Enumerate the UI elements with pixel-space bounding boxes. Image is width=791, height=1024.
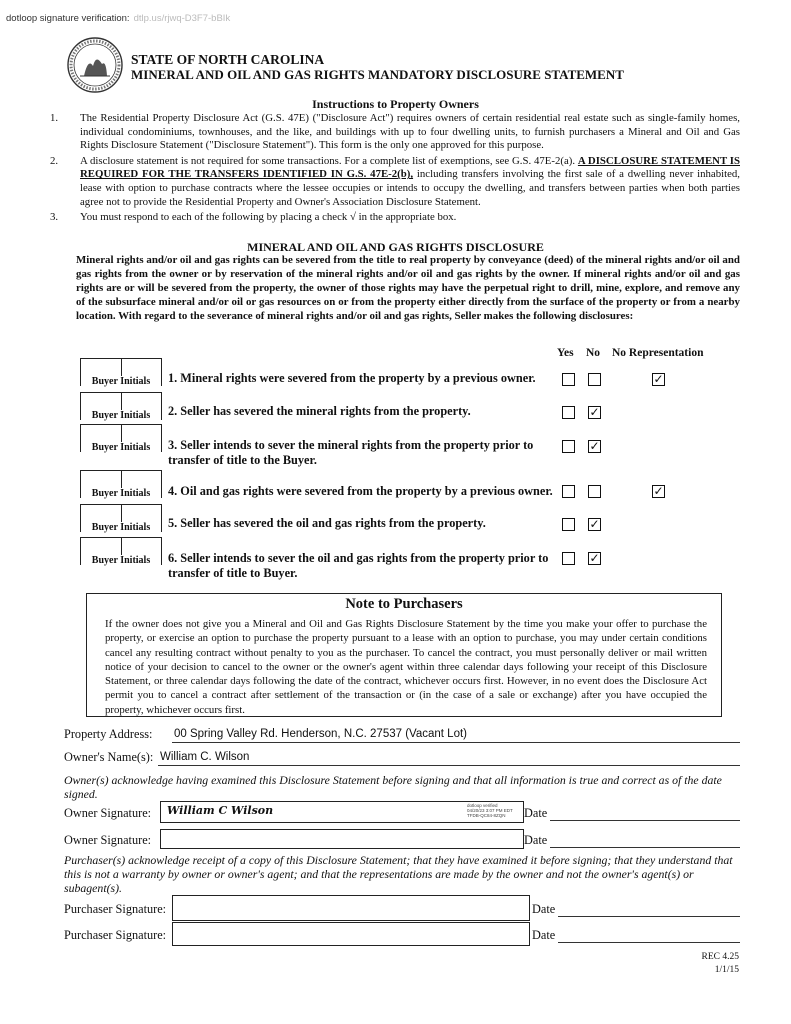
disclosure-row	[80, 424, 750, 467]
instruction-text-a: A disclosure statement is not required for some transactions. For a complete list of exemptions, see G.S. 47E-2(a).	[80, 154, 576, 167]
stamp-line: 04/20/23 3:07 PM EDT	[467, 808, 513, 813]
owner-signature-1: William C Wilson	[167, 804, 274, 817]
checkbox-no-representation[interactable]: ✓	[653, 372, 664, 386]
question-text: 2. Seller has severed the mineral rights from the property.	[168, 404, 471, 418]
question-text: 3. Seller intends to sever the mineral rights from the property prior to transfer of title to the Buyer.	[168, 438, 534, 467]
instruction-text-b: including transfers involving the first sale of a dwelling never inhabited, lease with option to purchase contracts where the lessee occupies or intends to occupy the dwelling, and transfers between parties when both parties agree not to provide the Residential Property and Owner's Association Disclosure Statement.	[80, 168, 740, 208]
purchaser-date-label-1: Date	[532, 902, 556, 916]
checkbox-yes[interactable]	[562, 406, 575, 419]
owner-names-value[interactable]: William C. Wilson	[160, 751, 250, 763]
buyer-initials-label: Buyer Initials	[81, 522, 161, 533]
disclosure-row	[80, 504, 750, 534]
buyer-initials-label: Buyer Initials	[81, 410, 161, 421]
owner-signature-label: Owner Signature:	[64, 833, 152, 847]
checkbox-no[interactable]	[588, 485, 601, 498]
instruction-text: The Residential Property Disclosure Act (G.S. 47E) ("Disclosure Act") requires owners of certain residential real estate such as single-family homes, individual condominiums, townhouses, and the like, and buildings with up to four dwelling units, to furnish purchasers a Mineral and Oil and Gas Rights Disclosure Statement ("Disclosure Statement"). This form is the only one approved for this purpose.	[80, 112, 740, 152]
owner-date-line-1[interactable]	[550, 820, 740, 821]
checkbox-yes[interactable]	[562, 373, 575, 386]
col-no: No	[586, 347, 601, 359]
purchaser-date-line-1[interactable]	[558, 916, 740, 917]
checkbox-yes[interactable]	[562, 440, 575, 453]
buyer-initials-label: Buyer Initials	[81, 442, 161, 453]
question-text: 4. Oil and gas rights were severed from the property by a previous owner.	[168, 484, 553, 498]
owner-signature-label: Owner Signature:	[64, 806, 152, 820]
stamp-line: dotloop verified	[467, 803, 498, 808]
property-address-value[interactable]: 00 Spring Valley Rd. Henderson, N.C. 27537 (Vacant Lot)	[174, 728, 467, 740]
instructions-list	[50, 112, 740, 227]
purchaser-signature-field-1[interactable]	[172, 895, 530, 921]
instruction-number: 3.	[50, 211, 59, 224]
purchaser-date-line-2[interactable]	[558, 942, 740, 943]
owner-date-line-2[interactable]	[550, 847, 740, 848]
col-yes: Yes	[557, 347, 574, 359]
mineral-title: MINERAL AND OIL AND GAS RIGHTS DISCLOSURE	[247, 240, 544, 254]
purchaser-acknowledgment: Purchaser(s) acknowledge receipt of a copy of this Disclosure Statement; that they have examined it before signing; that they understand that this is not a warranty by owner or owner's agent; and that the representations are made by the owner and not the owner's agent(s) or subagent(s).	[64, 853, 733, 895]
checkbox-no-representation[interactable]: ✓	[653, 484, 664, 498]
question-text: 6. Seller intends to sever the oil and gas rights from the property prior to transfer of title to Buyer.	[168, 551, 549, 580]
property-address-line	[172, 742, 740, 743]
buyer-initials-box[interactable]	[80, 504, 162, 532]
instruction-text	[80, 155, 740, 209]
buyer-initials-label: Buyer Initials	[81, 376, 161, 387]
checkbox-no[interactable]: ✓	[589, 405, 600, 419]
instruction-text-bold: A DISCLOSURE STATEMENT IS REQUIRED FOR THE TRANSFERS IDENTIFIED IN G.S. 47E-2(b),	[80, 154, 740, 181]
property-address-label: Property Address:	[64, 727, 153, 741]
instructions-title: Instructions to Property Owners	[312, 97, 479, 111]
checkbox-no[interactable]	[588, 373, 601, 386]
instruction-item-3	[50, 211, 740, 225]
instruction-text: You must respond to each of the following by placing a check √ in the appropriate box.	[80, 211, 457, 224]
purchaser-date-label-2: Date	[532, 928, 556, 942]
checkbox-no[interactable]: ✓	[589, 439, 600, 453]
purchaser-signature-label: Purchaser Signature:	[64, 902, 167, 916]
instruction-item-2	[50, 155, 740, 209]
disclosure-row	[80, 537, 750, 580]
note-body: If the owner does not give you a Mineral and Oil and Gas Rights Disclosure Statement by the time you make your offer to purchase the property, or exercise an option to purchase the property pursuant to a lease with an option to purchase, you may under certain conditions cancel any resulting contract without penalty to you as the purchaser. To cancel the contract, you must personally deliver or mail written notice of your decision to cancel to the owner or the owner's agent within three calendar days following your receipt of this Disclosure Statement, or three calendar days following the date of the contract, whichever occurs first. However, in no event does the Disclosure Act permit you to cancel a contract after settlement of the transaction or (in the case of a sale or exchange) after you have occupied the property, whichever occurs first.	[105, 618, 707, 716]
instruction-item-1	[50, 112, 740, 153]
mineral-paragraph: Mineral rights and/or oil and gas rights can be severed from the title to real property by conveyance (deed) of the mineral rights and/or oil and gas rights from the owner or by reservation of the mineral rights and/or oil and gas rights by the owner. If mineral rights and/or oil and gas rights are or will be severed from the property, the owner of those rights may have the perpetual right to drill, mine, explore, and remove any of the subsurface mineral and/or oil or gas resources on or from the property either directly from the surface of the property or from a nearby location. With regard to the severance of mineral rights and/or oil and gas rights, Seller makes the following disclosures:	[76, 254, 740, 322]
state-seal-icon	[66, 36, 124, 94]
col-no-representation: No Representation	[612, 347, 704, 359]
stamp-line: TFDB-QC84-8ZQN	[467, 813, 506, 818]
question-text: 5. Seller has severed the oil and gas rights from the property.	[168, 516, 486, 530]
buyer-initials-label: Buyer Initials	[81, 555, 161, 566]
owner-names-label: Owner's Name(s):	[64, 750, 154, 764]
question-text: 1. Mineral rights were severed from the property by a previous owner.	[168, 371, 536, 385]
disclosure-row	[80, 358, 750, 388]
disclosure-row	[80, 392, 750, 422]
header-title: MINERAL AND OIL AND GAS RIGHTS MANDATORY DISCLOSURE STATEMENT	[131, 67, 624, 82]
checkbox-no[interactable]: ✓	[589, 517, 600, 531]
owner-date-label-2: Date	[524, 833, 548, 847]
buyer-initials-box[interactable]	[80, 537, 162, 565]
buyer-initials-label: Buyer Initials	[81, 488, 161, 499]
instruction-number: 2.	[50, 154, 59, 167]
form-number: REC 4.25	[701, 952, 739, 962]
buyer-initials-box[interactable]	[80, 470, 162, 498]
checkbox-no[interactable]: ✓	[589, 551, 600, 565]
checkbox-yes[interactable]	[562, 552, 575, 565]
owner-acknowledgment: Owner(s) acknowledge having examined this Disclosure Statement before signing and that all information is true and correct as of the date signed.	[64, 773, 722, 801]
buyer-initials-box[interactable]	[80, 424, 162, 452]
verification-label: dotloop signature verification:	[6, 13, 130, 24]
purchaser-signature-label: Purchaser Signature:	[64, 928, 167, 942]
verification-code[interactable]: dtlp.us/rjwq-D3F7-bBIk	[133, 13, 231, 24]
buyer-initials-box[interactable]	[80, 358, 162, 386]
owner-names-line	[158, 765, 740, 766]
disclosure-row	[80, 470, 750, 500]
checkbox-yes[interactable]	[562, 518, 575, 531]
note-to-purchasers	[86, 593, 722, 717]
buyer-initials-box[interactable]	[80, 392, 162, 420]
instruction-number: 1.	[50, 112, 59, 124]
owner-signature-field-1[interactable]	[160, 801, 524, 823]
header-state: STATE OF NORTH CAROLINA	[131, 52, 325, 67]
purchaser-signature-field-2[interactable]	[172, 922, 530, 946]
form-date: 1/1/15	[714, 965, 739, 975]
dotloop-stamp	[467, 803, 513, 818]
dotloop-verification	[6, 13, 230, 24]
owner-signature-field-2[interactable]	[160, 829, 524, 849]
note-title: Note to Purchasers	[345, 596, 463, 612]
checkbox-yes[interactable]	[562, 485, 575, 498]
owner-date-label-1: Date	[524, 806, 548, 820]
